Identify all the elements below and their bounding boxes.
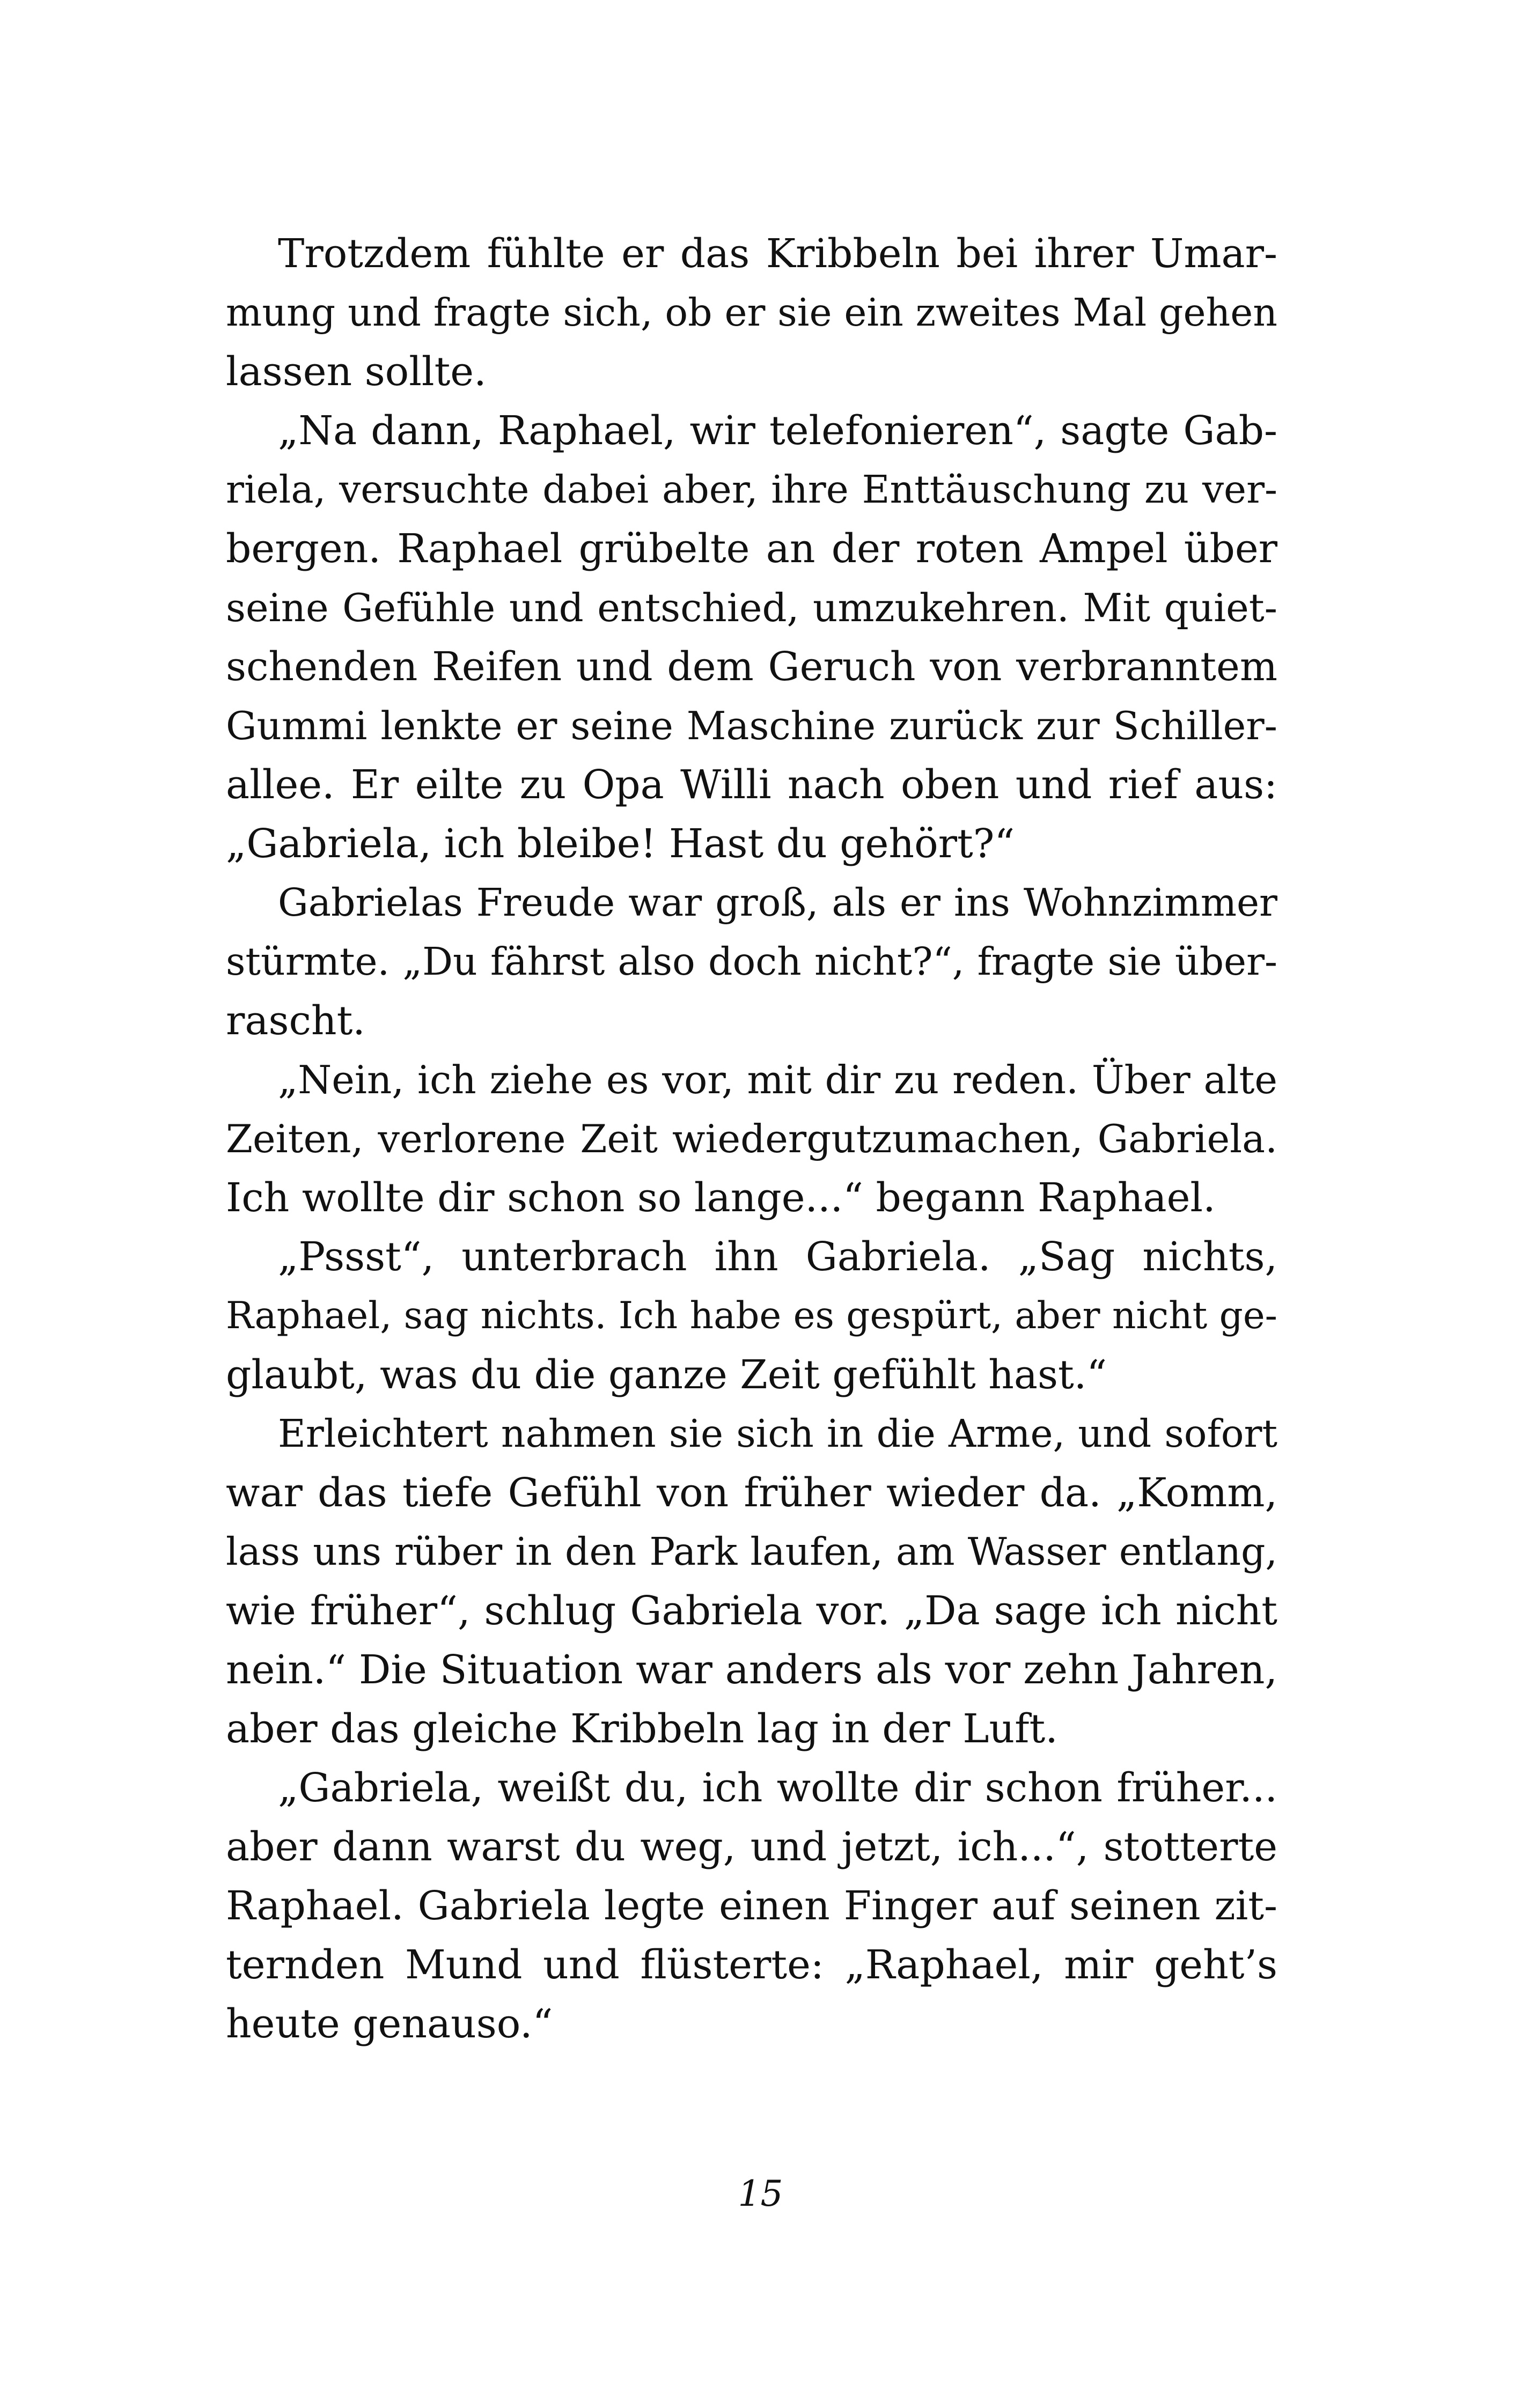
text-line: wie früher“, schlug Gabriela vor. „Da sage ich nicht: [226, 1588, 1277, 1634]
text-line: rascht.: [226, 998, 365, 1044]
text-line: „Na dann, Raphael, wir telefonieren“, sagte Gab-: [278, 408, 1277, 454]
text-line: Zeiten, verlorene Zeit wiedergutzumachen, Gabriela.: [226, 1116, 1277, 1161]
text-line: „Pssst“, unterbrach ihn Gabriela. „Sag nichts,: [278, 1234, 1277, 1280]
text-line: allee. Er eilte zu Opa Willi nach oben und rief aus:: [226, 762, 1277, 808]
text-line: stürmte. „Du fährst also doch nicht?“, fragte sie über-: [226, 939, 1277, 984]
text-line: „Gabriela, weißt du, ich wollte dir schon früher...: [278, 1765, 1277, 1811]
text-line: Raphael. Gabriela legte einen Finger auf seinen zit-: [226, 1883, 1277, 1929]
text-line: war das tiefe Gefühl von früher wieder da. „Komm,: [226, 1470, 1277, 1516]
text-line: aber das gleiche Kribbeln lag in der Luft.: [226, 1706, 1058, 1752]
text-line: riela, versuchte dabei aber, ihre Enttäuschung zu ver-: [226, 467, 1277, 512]
text-line: „Nein, ich ziehe es vor, mit dir zu reden. Über alte: [278, 1057, 1277, 1102]
text-line: Ich wollte dir schon so lange...“ begann Raphael.: [226, 1175, 1216, 1221]
text-line: Erleichtert nahmen sie sich in die Arme, und sofort: [278, 1411, 1277, 1456]
text-line: Trotzdem fühlte er das Kribbeln bei ihrer Umar-: [278, 231, 1277, 277]
text-line: aber dann warst du weg, und jetzt, ich...“, stotterte: [226, 1824, 1277, 1870]
text-line: Gummi lenkte er seine Maschine zurück zur Schiller-: [226, 703, 1277, 748]
text-line: schenden Reifen und dem Geruch von verbranntem: [226, 644, 1277, 690]
text-line: heute genauso.“: [226, 2001, 553, 2047]
text-line: ternden Mund und flüsterte: „Raphael, mir geht’s: [226, 1942, 1277, 1988]
text-line: nein.“ Die Situation war anders als vor zehn Jahren,: [226, 1647, 1277, 1693]
text-line: Gabrielas Freude war groß, als er ins Wohnzimmer: [278, 880, 1277, 925]
text-line: bergen. Raphael grübelte an der roten Ampel über: [226, 526, 1277, 572]
text-line: „Gabriela, ich bleibe! Hast du gehört?“: [226, 821, 1015, 867]
page-number: 15: [738, 2173, 783, 2214]
text-line: lassen sollte.: [226, 349, 487, 395]
text-line: mung und fragte sich, ob er sie ein zweites Mal gehen: [226, 290, 1277, 335]
text-line: glaubt, was du die ganze Zeit gefühlt hast.“: [226, 1352, 1107, 1398]
text-line: lass uns rüber in den Park laufen, am Wasser entlang,: [226, 1529, 1277, 1574]
text-line: seine Gefühle und entschied, umzukehren. Mit quiet-: [226, 585, 1277, 630]
body-text: [226, 224, 1277, 2053]
text-line: Raphael, sag nichts. Ich habe es gespürt, aber nicht ge-: [226, 1294, 1277, 1337]
